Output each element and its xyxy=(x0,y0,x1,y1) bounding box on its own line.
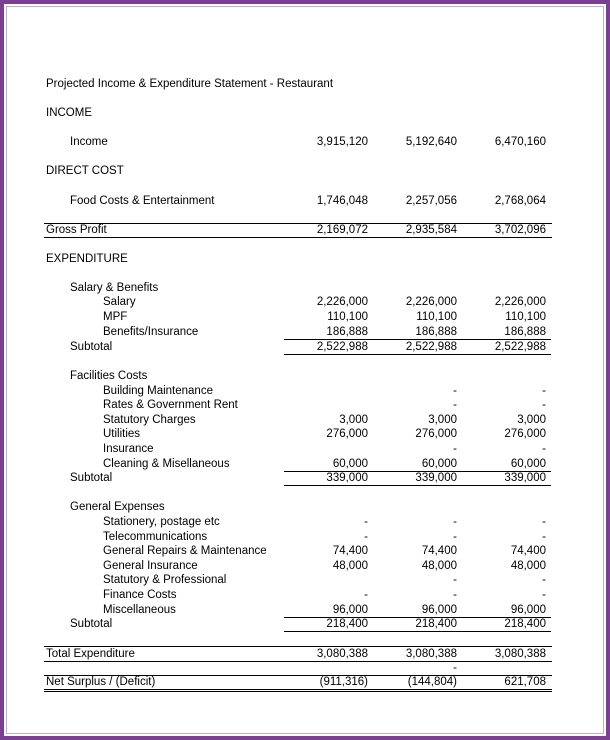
gross-profit-label: Gross Profit xyxy=(46,224,107,236)
facilities-row-label: Cleaning & Misellaneous xyxy=(103,458,230,470)
document-title: Projected Income & Expenditure Statement - Restaurant xyxy=(46,78,334,90)
total-expenditure-value-col3: 3,080,388 xyxy=(494,648,546,660)
general-subtotal-value-col1: 218,400 xyxy=(326,618,368,630)
general-row-value-col2: 96,000 xyxy=(421,604,457,616)
gross-profit-value-col1: 2,169,072 xyxy=(316,224,368,236)
salary-row-value-col3: 2,226,000 xyxy=(494,296,546,308)
food-costs-value-col3: 2,768,064 xyxy=(494,195,546,207)
facilities-row-value-col2: - xyxy=(453,399,457,411)
salary-subtotal-value-col3: 2,522,988 xyxy=(494,341,546,353)
net-surplus-value-col1: (911,316) xyxy=(319,676,368,688)
general-subtotal-label: Subtotal xyxy=(70,618,113,630)
total-expenditure-bottom-rule xyxy=(44,661,552,662)
general-row-value-col2: - xyxy=(453,589,457,601)
general-row-value-col3: - xyxy=(542,531,546,543)
general-row-value-col2: - xyxy=(453,516,457,528)
general-row-value-col2: 48,000 xyxy=(421,560,457,572)
general-row-value-col3: - xyxy=(542,574,546,586)
net-surplus-double-rule xyxy=(44,691,552,692)
salary-row-value-col3: 110,100 xyxy=(505,311,546,323)
salary-subtotal-value-col2: 2,522,988 xyxy=(405,341,457,353)
facilities-subtotal-value-col3: 339,000 xyxy=(504,472,546,484)
net-surplus-label: Net Surplus / (Deficit) xyxy=(46,676,156,688)
income-value-col2: 5,192,640 xyxy=(405,136,457,148)
general-row-label: Stationery, postage etc xyxy=(103,516,220,528)
general-row-value-col3: 74,400 xyxy=(510,545,546,557)
general-subtotal-value-col3: 218,400 xyxy=(504,618,546,630)
salary-subtotal-value-col1: 2,522,988 xyxy=(316,341,368,353)
general-row-label: Finance Costs xyxy=(103,589,177,601)
facilities-row-value-col2: 60,000 xyxy=(421,458,457,470)
general-row-value-col1: 48,000 xyxy=(332,560,368,572)
salary-row-label: Salary xyxy=(103,296,136,308)
general-subtotal-bottom-rule-2 xyxy=(371,631,460,632)
general-row-label: Statutory & Professional xyxy=(103,574,227,586)
general-expenses-heading: General Expenses xyxy=(70,501,165,513)
facilities-subtotal-value-col2: 339,000 xyxy=(415,472,457,484)
facilities-subtotal-bottom-rule-1 xyxy=(284,485,371,486)
salary-subtotal-bottom-rule-1 xyxy=(284,354,371,355)
general-row-value-col3: 48,000 xyxy=(510,560,546,572)
food-costs-value-col2: 2,257,056 xyxy=(405,195,457,207)
general-subtotal-value-col2: 218,400 xyxy=(415,618,457,630)
direct-cost-heading: DIRECT COST xyxy=(46,165,124,177)
facilities-row-value-col3: 3,000 xyxy=(517,414,546,426)
general-row-label: General Repairs & Maintenance xyxy=(103,545,267,557)
facilities-row-value-col3: - xyxy=(542,385,546,397)
general-row-value-col1: 74,400 xyxy=(332,545,368,557)
facilities-row-value-col2: 3,000 xyxy=(428,414,457,426)
general-row-value-col3: 96,000 xyxy=(510,604,546,616)
facilities-row-value-col1: 3,000 xyxy=(339,414,368,426)
facilities-row-label: Rates & Government Rent xyxy=(103,399,238,411)
facilities-subtotal-value-col1: 339,000 xyxy=(326,472,368,484)
total-expenditure-value-col2: 3,080,388 xyxy=(405,648,457,660)
general-row-value-col3: - xyxy=(542,589,546,601)
general-row-value-col2: - xyxy=(453,531,457,543)
net-surplus-bottom-rule xyxy=(44,689,552,690)
general-row-value-col1: 96,000 xyxy=(332,604,368,616)
salary-subtotal-label: Subtotal xyxy=(70,341,113,353)
facilities-row-value-col1: 276,000 xyxy=(326,428,368,440)
facilities-heading: Facilities Costs xyxy=(70,370,148,382)
salary-row-value-col2: 110,100 xyxy=(416,311,457,323)
salary-row-label: MPF xyxy=(103,311,128,323)
salary-subtotal-bottom-rule-2 xyxy=(371,354,460,355)
facilities-row-label: Building Maintenance xyxy=(103,385,213,397)
food-costs-label: Food Costs & Entertainment xyxy=(70,195,215,207)
salary-row-label: Benefits/Insurance xyxy=(103,326,199,338)
facilities-row-label: Statutory Charges xyxy=(103,414,196,426)
income-value-col3: 6,470,160 xyxy=(494,136,546,148)
general-row-value-col1: - xyxy=(364,589,368,601)
salary-row-value-col2: 2,226,000 xyxy=(405,296,457,308)
salary-row-value-col1: 186,888 xyxy=(326,326,368,338)
total-expenditure-note: - xyxy=(453,662,457,674)
general-row-value-col1: - xyxy=(364,516,368,528)
general-row-label: General Insurance xyxy=(103,560,198,572)
salary-row-value-col1: 110,100 xyxy=(327,311,368,323)
general-row-label: Telecommunications xyxy=(103,531,208,543)
expenditure-heading: EXPENDITURE xyxy=(46,253,128,265)
facilities-subtotal-bottom-rule-2 xyxy=(371,485,460,486)
salary-subtotal-bottom-rule-3 xyxy=(460,354,551,355)
general-row-value-col2: 74,400 xyxy=(421,545,457,557)
general-row-value-col3: - xyxy=(542,516,546,528)
facilities-row-value-col1: 60,000 xyxy=(332,458,368,470)
general-row-label: Miscellaneous xyxy=(103,604,176,616)
salary-row-value-col2: 186,888 xyxy=(415,326,457,338)
total-expenditure-label: Total Expenditure xyxy=(46,648,135,660)
net-surplus-value-col3: 621,708 xyxy=(504,676,546,688)
facilities-row-value-col3: 276,000 xyxy=(504,428,546,440)
salary-row-value-col1: 2,226,000 xyxy=(316,296,368,308)
facilities-row-value-col3: - xyxy=(542,399,546,411)
general-subtotal-bottom-rule-1 xyxy=(284,631,371,632)
general-row-value-col1: - xyxy=(364,531,368,543)
salary-row-value-col3: 186,888 xyxy=(504,326,546,338)
salary-benefits-heading: Salary & Benefits xyxy=(70,282,159,294)
facilities-subtotal-label: Subtotal xyxy=(70,472,113,484)
facilities-row-value-col2: 276,000 xyxy=(415,428,457,440)
general-subtotal-bottom-rule-3 xyxy=(460,631,551,632)
income-value-col1: 3,915,120 xyxy=(316,136,368,148)
facilities-row-label: Utilities xyxy=(103,428,141,440)
gross-profit-value-col3: 3,702,096 xyxy=(494,224,546,236)
gross-profit-value-col2: 2,935,584 xyxy=(405,224,457,236)
facilities-row-label: Insurance xyxy=(103,443,154,455)
facilities-row-value-col3: - xyxy=(542,443,546,455)
facilities-subtotal-bottom-rule-3 xyxy=(460,485,551,486)
gross-profit-bottom-rule xyxy=(44,237,552,238)
income-row-label: Income xyxy=(70,136,108,148)
total-expenditure-value-col1: 3,080,388 xyxy=(316,648,368,660)
general-row-value-col2: - xyxy=(453,574,457,586)
food-costs-value-col1: 1,746,048 xyxy=(316,195,368,207)
facilities-row-value-col2: - xyxy=(453,443,457,455)
net-surplus-value-col2: (144,804) xyxy=(407,676,457,688)
income-heading: INCOME xyxy=(46,107,92,119)
facilities-row-value-col2: - xyxy=(453,385,457,397)
facilities-row-value-col3: 60,000 xyxy=(510,458,546,470)
